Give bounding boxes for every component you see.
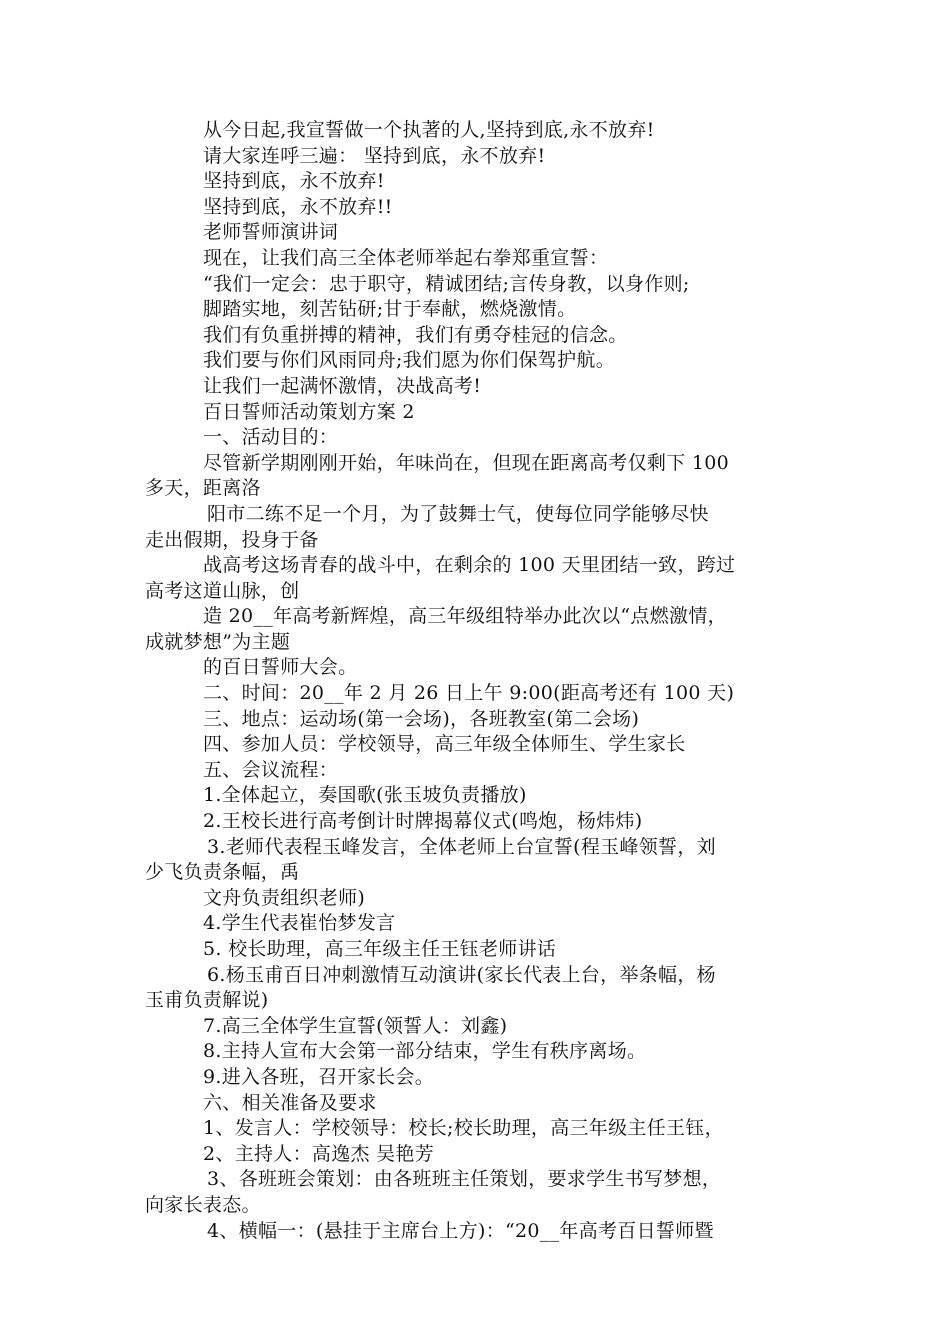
list-item: 4、横幅一：(悬挂于主席台上方)：“20__年高考百日誓师暨 bbox=[207, 1219, 714, 1242]
section-heading: 五、会议流程： bbox=[203, 758, 339, 781]
list-item: 2.王校长进行高考倒计时牌揭幕仪式(鸣炮，杨炜炜) bbox=[203, 810, 643, 833]
paragraph: 战高考这场青春的战斗中，在剩余的 100 天里团结一致，跨过 bbox=[203, 554, 736, 577]
paragraph: 坚持到底，永不放弃! bbox=[203, 170, 385, 193]
paragraph: 二、时间：20__年 2 月 26 日上午 9:00(距高考还有 100 天) bbox=[203, 682, 735, 705]
paragraph: 从今日起,我宣誓做一个执著的人,坚持到底,永不放弃! bbox=[203, 119, 655, 141]
paragraph: 我们有负重拼搏的精神，我们有勇夺桂冠的信念。 bbox=[203, 323, 628, 346]
paragraph: 四、参加人员：学校领导，高三年级全体师生、学生家长 bbox=[203, 733, 686, 756]
paragraph: 尽管新学期刚刚开始，年味尚在，但现在距离高考仅剩下 100 bbox=[203, 451, 730, 474]
list-item: 1.全体起立，奏国歌(张玉坡负责播放) bbox=[203, 784, 527, 807]
list-item-continuation: 向家长表态。 bbox=[145, 1193, 261, 1216]
paragraph: 造 20__年高考新辉煌，高三年级组特举办此次以“点燃激情， bbox=[203, 605, 727, 628]
document-body bbox=[145, 118, 815, 1244]
paragraph-continuation: 走出假期，投身于备 bbox=[145, 528, 319, 551]
paragraph: 坚持到底，永不放弃!! bbox=[203, 195, 393, 218]
paragraph: 请大家连呼三遍： 坚持到底，永不放弃! bbox=[203, 144, 546, 167]
list-item-continuation: 少飞负责条幅，禹 bbox=[145, 861, 300, 884]
paragraph: 我们要与你们风雨同舟;我们愿为你们保驾护航。 bbox=[203, 349, 616, 372]
list-item: 3.老师代表程玉峰发言，全体老师上台宣誓(程玉峰领誓，刘 bbox=[207, 835, 716, 858]
paragraph-continuation: 成就梦想”为主题 bbox=[145, 630, 291, 653]
list-item: 5. 校长助理，高三年级主任王钰老师讲话 bbox=[203, 938, 557, 960]
list-item: 1、发言人：学校领导：校长;校长助理，高三年级主任王钰， bbox=[203, 1117, 724, 1140]
paragraph: 脚踏实地，刻苦钻研;甘于奉献，燃烧激情。 bbox=[203, 298, 577, 321]
list-item: 3、各班班会策划：由各班班主任策划，要求学生书写梦想， bbox=[207, 1168, 722, 1191]
paragraph: 的百日誓师大会。 bbox=[203, 656, 358, 679]
paragraph-continuation: 高考这道山脉，创 bbox=[145, 579, 300, 602]
section-heading: 老师誓师演讲词 bbox=[203, 221, 339, 244]
paragraph: 现在，让我们高三全体老师举起右拳郑重宣誓： bbox=[203, 246, 609, 269]
paragraph-continuation: 多天，距离洛 bbox=[145, 477, 261, 500]
list-item-continuation: 文舟负责组织老师) bbox=[203, 886, 366, 909]
paragraph: “我们一定会：忠于职守，精诚团结;言传身教，以身作则; bbox=[203, 272, 690, 295]
list-item: 7.高三全体学生宣誓(领誓人：刘鑫) bbox=[203, 1014, 508, 1037]
section-heading: 一、活动目的： bbox=[203, 426, 339, 449]
paragraph: 让我们一起满怀激情，决战高考! bbox=[203, 374, 482, 397]
list-item: 2、主持人：高逸杰 吴艳芳 bbox=[203, 1142, 435, 1165]
list-item: 4.学生代表崔怡梦发言 bbox=[203, 912, 396, 935]
paragraph: 阳市二练不足一个月，为了鼓舞士气，使每位同学能够尽快 bbox=[207, 502, 709, 525]
paragraph: 三、地点：运动场(第一会场)，各班教室(第二会场) bbox=[203, 707, 640, 730]
list-item-continuation: 玉甫负责解说) bbox=[145, 989, 269, 1012]
section-heading: 六、相关准备及要求 bbox=[203, 1091, 377, 1114]
list-item: 9.进入各班，召开家长会。 bbox=[203, 1065, 435, 1088]
section-heading: 百日誓师活动策划方案 2 bbox=[203, 400, 415, 423]
list-item: 8.主持人宣布大会第一部分结束，学生有秩序离场。 bbox=[203, 1040, 647, 1063]
list-item: 6.杨玉甫百日冲刺激情互动演讲(家长代表上台，举条幅，杨 bbox=[207, 963, 716, 986]
